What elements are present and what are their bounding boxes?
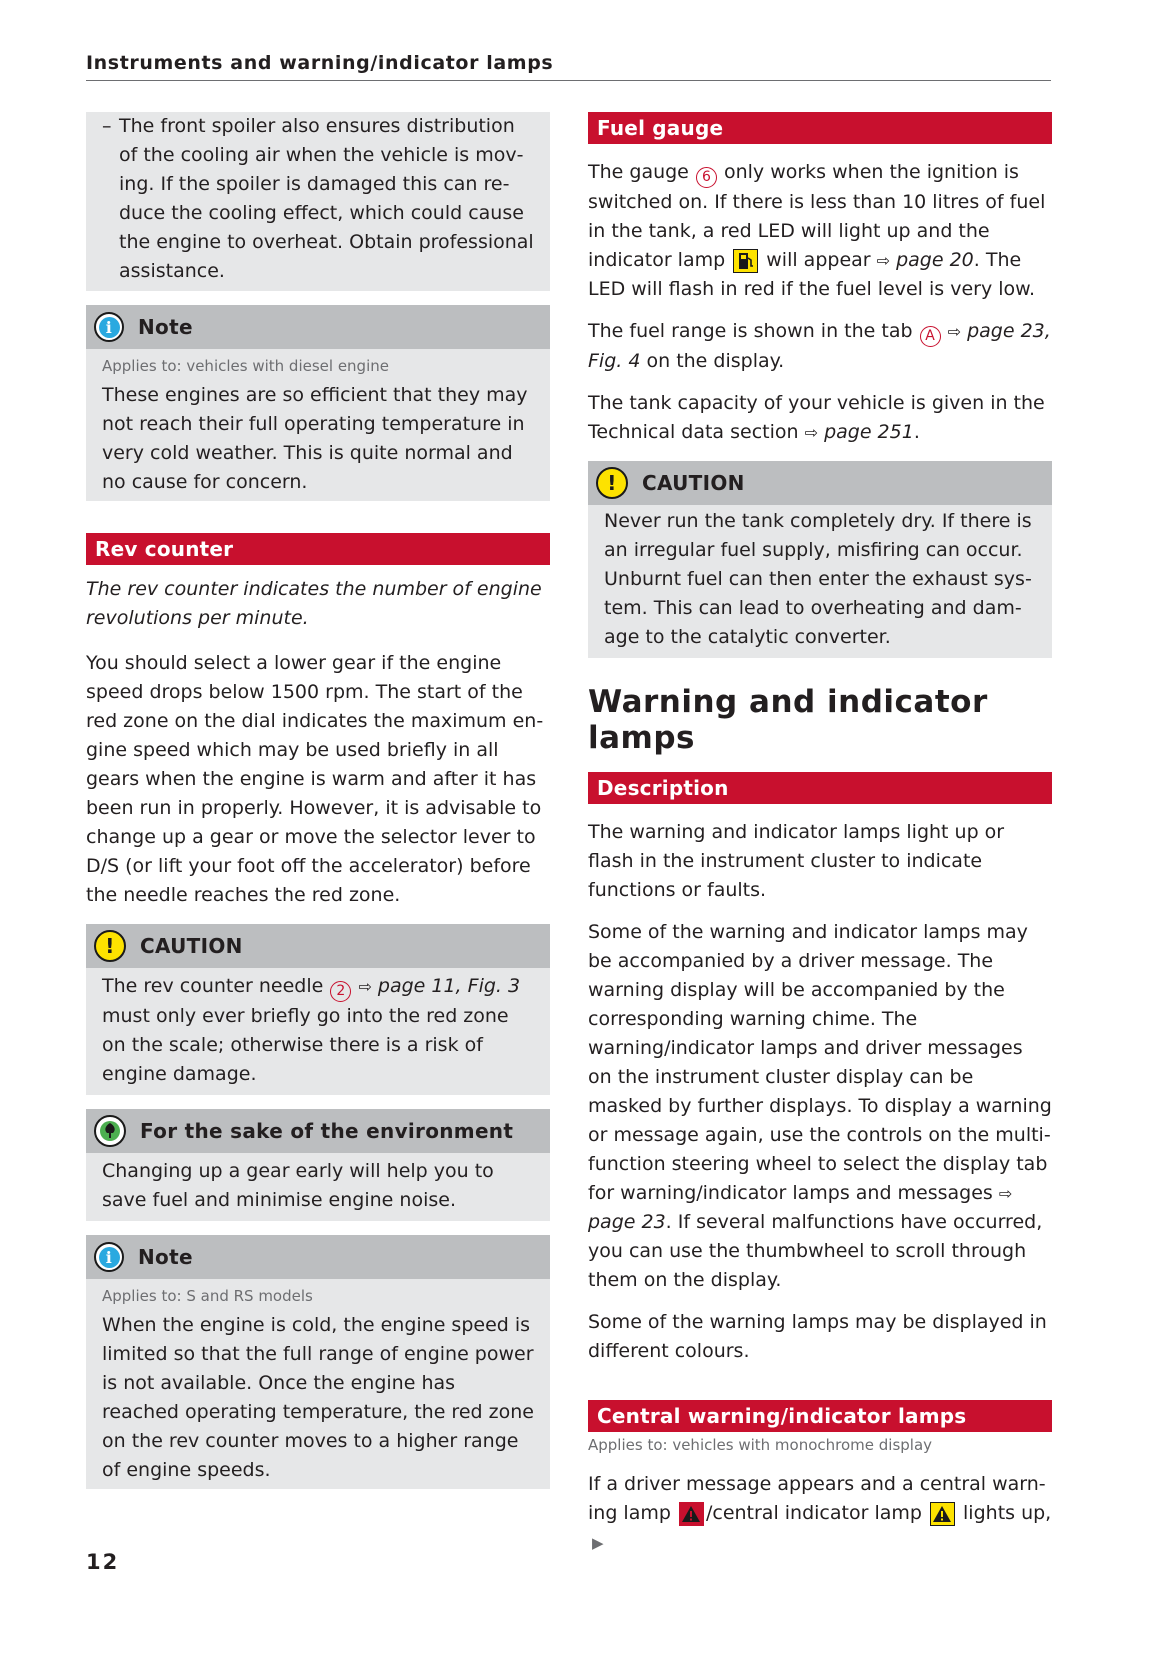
environment-text: Changing up a gear early will help you to save fuel and minimise engine noise. xyxy=(102,1160,494,1211)
page-reference-link[interactable]: page 11, Fig. 3 xyxy=(377,975,521,997)
spoiler-box xyxy=(86,112,550,291)
left-column xyxy=(86,112,550,1489)
description-p3: Some of the warning lamps may be displayed in different colours. xyxy=(588,1311,1047,1362)
callout-number: 2 xyxy=(330,981,351,1002)
info-icon: i xyxy=(94,1242,124,1272)
page-reference-link[interactable]: page 23 xyxy=(588,1211,666,1233)
caution-icon: ! xyxy=(94,930,126,962)
info-icon: i xyxy=(94,312,124,342)
page-number: 12 xyxy=(86,1550,120,1574)
environment-tree-icon xyxy=(94,1115,126,1147)
central-warning-red-icon xyxy=(679,1502,704,1526)
caution-header xyxy=(86,924,550,968)
section-title-central-lamps: Central warning/indicator lamps xyxy=(588,1400,1052,1432)
caution-title: CAUTION xyxy=(140,934,243,958)
rev-counter-intro: The rev counter indicates the number of engine revolutions per minute. xyxy=(86,578,542,629)
caution-text: Never run the tank completely dry. If there is an irregular fuel supply, misfiring can occur. Unburnt fuel can then enter the exhaust system. This can lead to overheating and damage to the catalytic converter. xyxy=(604,510,1032,648)
page-ref-arrow-icon: ⇨ xyxy=(947,322,962,341)
fuel-gauge-p2: The fuel range is shown in the tab A ⇨ page 23, Fig. 4 on the display. xyxy=(588,320,1051,372)
right-column xyxy=(588,112,1052,1571)
caution-title: CAUTION xyxy=(642,471,745,495)
applies-to: Applies to: vehicles with monochrome display xyxy=(588,1436,933,1454)
description-p2: Some of the warning and indicator lamps may be accompanied by a driver message. The warning display will be accompanied by the corresponding warning chime. The warning/indicator lamps and driver messages on the instrument cluster display can be masked by further displays. To display a warning or message again, use the controls on the multi-function steering wheel to select the display tab for warning/indicator lamps and messages ⇨ page 23. If several malfunctions have occurred, you can use the thumbwheel to scroll through them on the display. xyxy=(588,921,1052,1291)
continue-arrow-icon: ▶ xyxy=(592,1534,604,1552)
caution-text: The rev counter needle 2 ⇨ page 11, Fig. 3 must only ever briefly go into the red zone on the scale; otherwise there is a risk of engine damage. xyxy=(102,975,521,1085)
caution-icon: ! xyxy=(596,467,628,499)
fuel-pump-icon xyxy=(733,249,758,273)
page-ref-arrow-icon: ⇨ xyxy=(804,423,819,442)
note-box-rs xyxy=(86,1235,550,1489)
note-text: When the engine is cold, the engine speed is limited so that the full range of engine power is not available. Once the engine has reached operating temperature, the red zone on the rev counter moves to a higher range of engine speeds. xyxy=(102,1314,534,1481)
note-box-diesel xyxy=(86,305,550,501)
page-reference-link[interactable]: page 20 xyxy=(896,249,974,271)
callout-letter: A xyxy=(920,326,941,347)
page-ref-arrow-icon: ⇨ xyxy=(358,977,372,996)
environment-header xyxy=(86,1109,550,1153)
caution-header xyxy=(588,461,1052,505)
fuel-gauge-p1: The gauge 6 only works when the ignition is switched on. If there is less than 10 litres of fuel in the tank, a red LED will light up and the indicator lamp will appear ⇨ page 20. The LED will flash in red if the fuel level is very low. xyxy=(588,161,1046,300)
environment-box xyxy=(86,1109,550,1221)
note-title: Note xyxy=(138,1245,193,1269)
applies-to: Applies to: S and RS models xyxy=(102,1287,313,1305)
caution-box-rev xyxy=(86,924,550,1095)
central-lamps-text: If a driver message appears and a central warning lamp /central indicator lamp lights up, ▶ xyxy=(588,1473,1052,1552)
chapter-title: Warning and indicator lamps xyxy=(588,684,988,756)
note-title: Note xyxy=(138,315,193,339)
page-reference-link[interactable]: page 251 xyxy=(824,421,914,443)
section-title-rev-counter: Rev counter xyxy=(86,533,550,565)
page-ref-arrow-icon: ⇨ xyxy=(876,251,891,270)
dash-bullet: – xyxy=(102,115,112,137)
central-indicator-yellow-icon xyxy=(930,1502,955,1526)
note-header xyxy=(86,305,550,349)
applies-to: Applies to: vehicles with diesel engine xyxy=(102,357,389,375)
fuel-gauge-p3: The tank capacity of your vehicle is given in the Technical data section ⇨ page 251. xyxy=(588,392,1045,443)
note-text: These engines are so efficient that they may not reach their full operating temperature in very cold weather. This is quite normal and no cause for concern. xyxy=(102,384,528,493)
callout-number: 6 xyxy=(696,167,717,188)
section-title-description: Description xyxy=(588,772,1052,804)
description-p1: The warning and indicator lamps light up or flash in the instrument cluster to indicate functions or faults. xyxy=(588,821,1005,901)
caution-box-fuel xyxy=(588,461,1052,658)
note-header xyxy=(86,1235,550,1279)
spoiler-item xyxy=(102,112,534,286)
page-header-title: Instruments and warning/indicator lamps xyxy=(86,52,1051,81)
spoiler-text: The front spoiler also ensures distribution of the cooling air when the vehicle is moving. If the spoiler is damaged this can reduce the cooling effect, which could cause the engine to overheat. Obtain professional assistance. xyxy=(119,115,534,282)
section-title-fuel-gauge: Fuel gauge xyxy=(588,112,1052,144)
environment-title: For the sake of the environment xyxy=(140,1119,514,1143)
page-ref-arrow-icon: ⇨ xyxy=(998,1184,1013,1203)
rev-counter-body: You should select a lower gear if the engine speed drops below 1500 rpm. The start of the red zone on the dial indicates the maximum engine speed which may be used briefly in all gears when the engine is warm and after it has been run in properly. However, it is advisable to change up a gear or move the selector lever to D/S (or lift your foot off the accelerator) before the needle reaches the red zone. xyxy=(86,652,544,906)
page-reference-link[interactable]: page 23, Fig. 4 xyxy=(588,320,1051,372)
